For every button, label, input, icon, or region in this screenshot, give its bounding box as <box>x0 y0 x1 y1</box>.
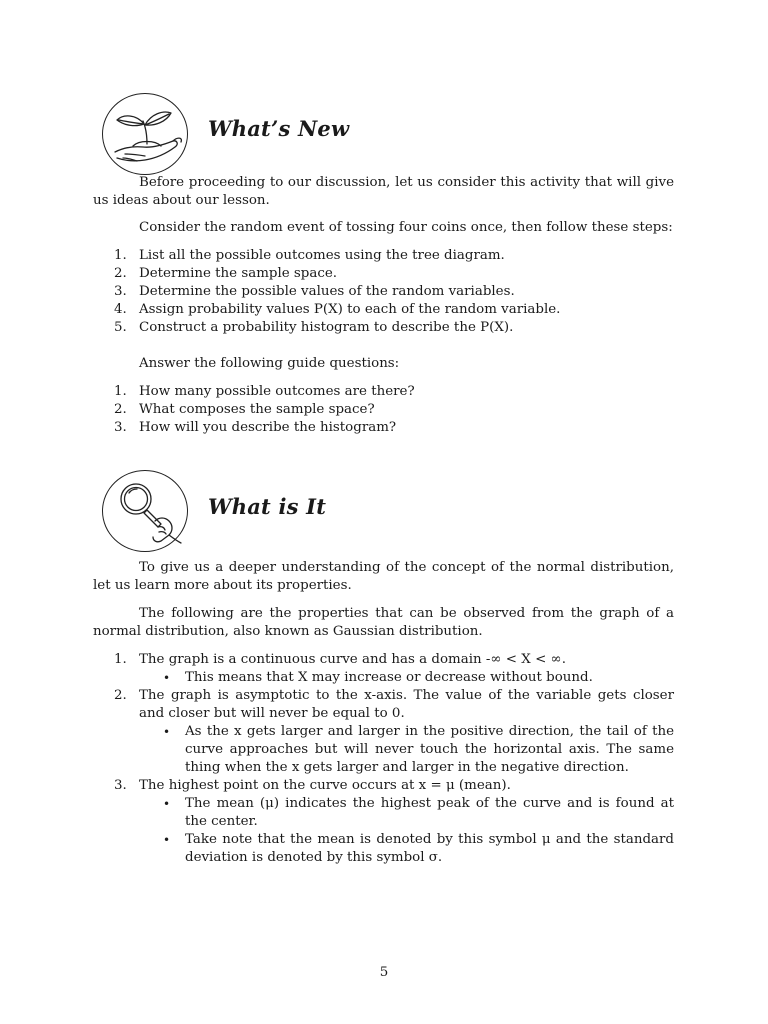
bullet-icon: • <box>163 671 171 685</box>
bullet-text: As the x gets larger and larger in the positive direction, the tail of the curve approaches but will never touch the horizontal axis. The same thing when the x gets larger and larger in the negative direction. <box>185 724 674 775</box>
what-is-it-header <box>102 470 702 566</box>
what-is-it-intro: To give us a deeper understanding of the concept of the normal distribution, let us learn more about its properties. <box>93 560 674 593</box>
bullet-item <box>139 795 674 831</box>
bullet-icon: • <box>163 833 171 847</box>
list-text: Assign probability values P(X) to each of the random variable. <box>139 302 561 317</box>
list-text: The graph is asymptotic to the x-axis. The value of the variable gets closer and closer but will never be equal to 0. <box>139 688 674 721</box>
bullet-list <box>139 669 674 687</box>
list-number: 1. <box>114 384 127 399</box>
list-text: Construct a probability histogram to describe the P(X). <box>139 320 514 335</box>
list-text: How many possible outcomes are there? <box>139 384 415 399</box>
list-item <box>93 401 674 419</box>
list-text: What composes the sample space? <box>139 402 375 417</box>
section-title: What is It <box>208 494 327 519</box>
list-number: 1. <box>114 652 127 667</box>
questions-intro: Answer the following guide questions: <box>139 356 400 371</box>
list-number: 5. <box>114 320 127 335</box>
bullet-icon: • <box>163 725 171 739</box>
steps-intro: Consider the random event of tossing four coins once, then follow these steps: <box>139 220 673 235</box>
bullet-list <box>139 795 674 867</box>
list-number: 2. <box>114 688 127 703</box>
hand-with-plant-icon <box>102 93 188 175</box>
properties-intro: The following are the properties that can be observed from the graph of a normal distribution, also known as Gaussian distribution. <box>93 606 674 639</box>
steps-list <box>93 247 674 337</box>
list-item <box>93 651 674 687</box>
list-number: 3. <box>114 778 127 793</box>
list-item <box>93 419 674 437</box>
bullet-text: The mean (μ) indicates the highest peak of the curve and is found at the center. <box>185 796 674 829</box>
list-item <box>93 283 674 301</box>
list-item <box>93 687 674 777</box>
list-number: 2. <box>114 266 127 281</box>
list-number: 1. <box>114 248 127 263</box>
bullet-list <box>139 723 674 777</box>
list-item <box>93 265 674 283</box>
bullet-item <box>139 669 674 687</box>
list-text: Determine the sample space. <box>139 266 338 281</box>
list-text: Determine the possible values of the random variables. <box>139 284 515 299</box>
questions-list <box>93 383 674 437</box>
list-number: 2. <box>114 402 127 417</box>
list-text: How will you describe the histogram? <box>139 420 397 435</box>
list-item <box>93 383 674 401</box>
list-item <box>93 777 674 867</box>
magnifying-glass-icon <box>102 470 188 552</box>
list-item <box>93 247 674 265</box>
list-text: The highest point on the curve occurs at x = μ (mean). <box>139 778 511 793</box>
list-item <box>93 301 674 319</box>
list-number: 3. <box>114 420 127 435</box>
list-text: The graph is a continuous curve and has a domain -∞ < X < ∞. <box>139 652 566 667</box>
bullet-item <box>139 723 674 777</box>
bullet-item <box>139 831 674 867</box>
bullet-text: Take note that the mean is denoted by this symbol μ and the standard deviation is denoted by this symbol σ. <box>185 832 674 865</box>
bullet-text: This means that X may increase or decrease without bound. <box>185 670 593 685</box>
whats-new-intro: Before proceeding to our discussion, let us consider this activity that will give us ideas about our lesson. <box>93 175 674 208</box>
list-text: List all the possible outcomes using the tree diagram. <box>139 248 505 263</box>
list-number: 3. <box>114 284 127 299</box>
list-item <box>93 319 674 337</box>
page-number: 5 <box>379 965 389 980</box>
bullet-icon: • <box>163 797 171 811</box>
properties-list <box>93 651 674 867</box>
section-title: What’s New <box>208 116 350 141</box>
list-number: 4. <box>114 302 127 317</box>
